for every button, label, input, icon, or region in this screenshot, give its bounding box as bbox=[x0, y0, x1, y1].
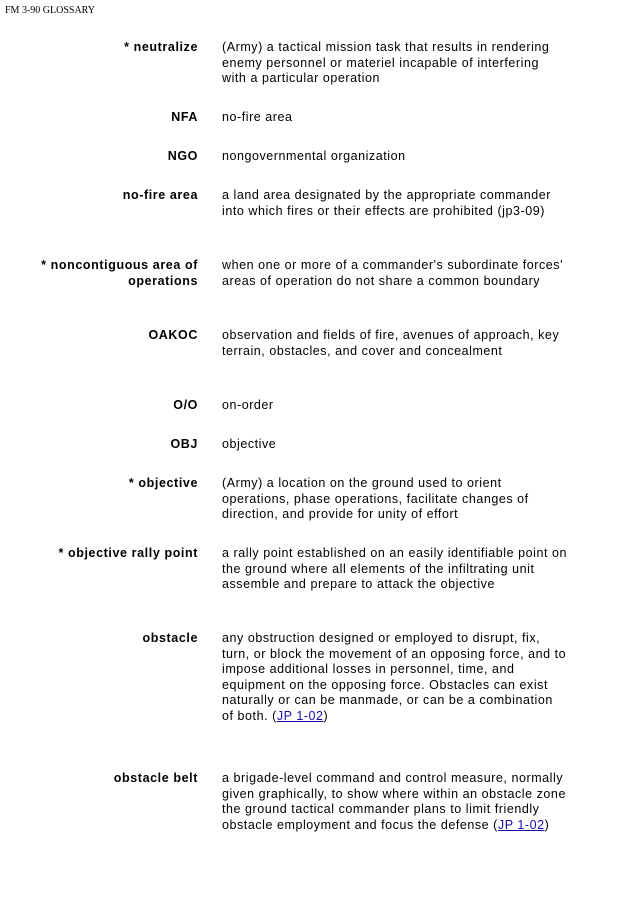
definition-suffix: ) bbox=[544, 817, 550, 832]
glossary-entry bbox=[0, 110, 635, 149]
glossary-term: obstacle belt bbox=[113, 771, 198, 785]
glossary-definition bbox=[222, 631, 567, 725]
glossary-term: OAKOC bbox=[148, 328, 198, 342]
glossary-entry bbox=[0, 40, 635, 110]
glossary-entry bbox=[0, 476, 635, 546]
glossary-term: OBJ bbox=[170, 437, 198, 451]
glossary-definition: (Army) a location on the ground used to orient operations, phase operations, facilitate changes of direction, and provide for unity of effort bbox=[222, 476, 529, 522]
glossary-definition: observation and fields of fire, avenues of approach, key terrain, obstacles, and cover and concealment bbox=[222, 328, 560, 358]
glossary-definition: a rally point established on an easily identifiable point on the ground where all elements of the infiltrating unit assemble and prepare to attack the objective bbox=[222, 546, 568, 592]
glossary-entry bbox=[0, 771, 635, 861]
glossary-definition: objective bbox=[222, 437, 277, 451]
glossary-entry bbox=[0, 328, 635, 398]
glossary-entry bbox=[0, 258, 635, 328]
glossary-term: NGO bbox=[167, 149, 198, 163]
glossary-term: * noncontiguous area of operations bbox=[41, 258, 198, 288]
glossary-term: * neutralize bbox=[124, 40, 198, 54]
reference-link[interactable]: JP 1-02 bbox=[497, 817, 545, 832]
glossary-definition: nongovernmental organization bbox=[222, 149, 406, 163]
glossary-definition: (Army) a tactical mission task that results in rendering enemy personnel or materiel incapable of interfering with a particular operation bbox=[222, 40, 550, 86]
reference-link[interactable]: JP 1-02 bbox=[276, 708, 324, 723]
glossary-term: obstacle bbox=[142, 631, 198, 645]
glossary-definition: no-fire area bbox=[222, 110, 293, 124]
glossary-entry bbox=[0, 437, 635, 476]
glossary-term: NFA bbox=[171, 110, 198, 124]
glossary-entry bbox=[0, 188, 635, 258]
glossary-definition: a land area designated by the appropriate commander into which fires or their effects are prohibited (jp3-09) bbox=[222, 188, 551, 218]
definition-text: any obstruction designed or employed to disrupt, fix, turn, or block the movement of an opposing force, and to impose additional losses in personnel, time, and equipment on the opposing force. Obstacles can exist naturally or can be manmade, or can be a combination of both. ( bbox=[222, 631, 567, 723]
glossary-entry bbox=[0, 398, 635, 437]
definition-text: a brigade-level command and control measure, normally given graphically, to show where within an obstacle zone the ground tactical commander plans to limit friendly obstacle employment and focus the defense ( bbox=[222, 771, 566, 832]
glossary-definition: on-order bbox=[222, 398, 274, 412]
page-header: FM 3-90 GLOSSARY bbox=[5, 5, 96, 16]
glossary-term: * objective bbox=[128, 476, 198, 490]
glossary-term: * objective rally point bbox=[58, 546, 198, 560]
glossary-term: no-fire area bbox=[122, 188, 198, 202]
glossary-entry bbox=[0, 631, 635, 771]
glossary-definition bbox=[222, 771, 567, 833]
glossary-entry bbox=[0, 149, 635, 188]
glossary-list bbox=[0, 40, 635, 861]
glossary-definition: when one or more of a commander's subordinate forces' areas of operation do not share a common boundary bbox=[222, 258, 564, 288]
glossary-term: O/O bbox=[173, 398, 198, 412]
definition-suffix: ) bbox=[323, 708, 329, 723]
glossary-entry bbox=[0, 546, 635, 631]
